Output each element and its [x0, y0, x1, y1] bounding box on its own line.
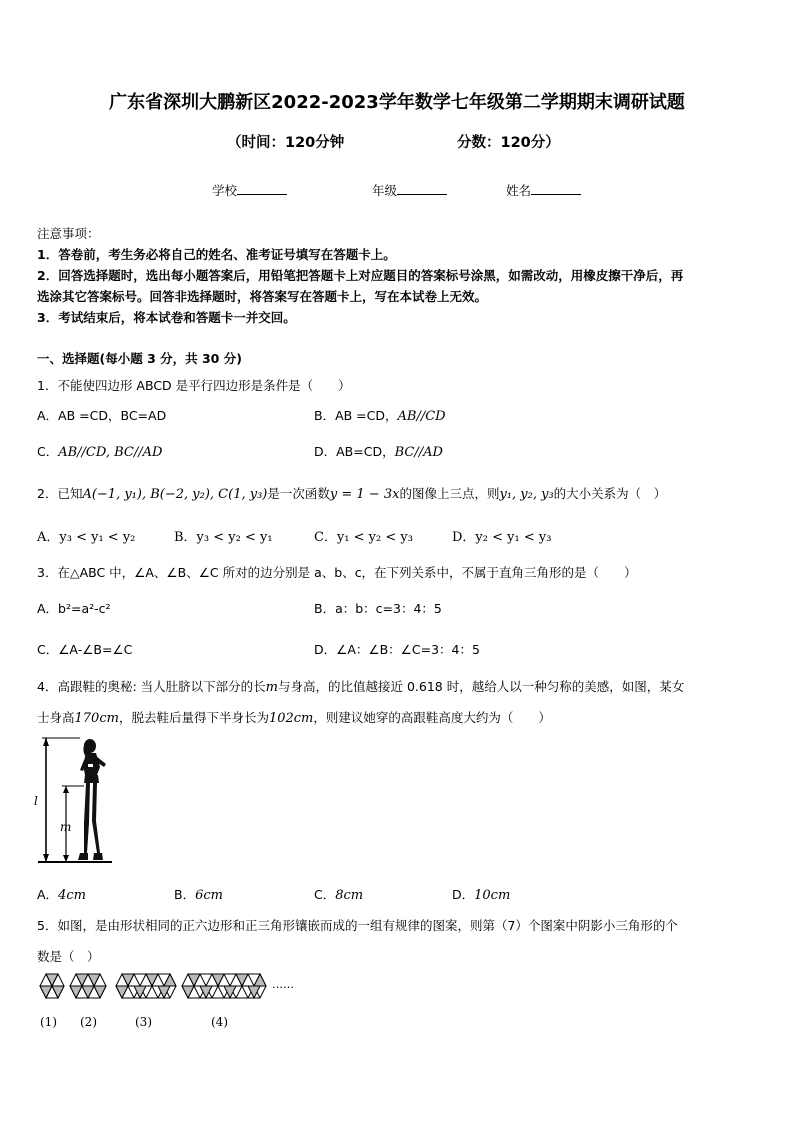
q4-l1-post: 与身高，的比值越接近 0.618 时，越给人以一种匀称的美感，如图，某女: [277, 679, 685, 694]
name-blank[interactable]: [531, 183, 581, 195]
q5-label-3: (3): [135, 1015, 152, 1029]
notes-heading: 注意事项：: [37, 226, 100, 241]
note-3: 3．考试结束后，将本试卷和答题卡一并交回。: [37, 310, 296, 325]
q4-l2-mid: ，脱去鞋后量得下半身长为: [118, 710, 269, 725]
q2-post1: 的图像上三点，则: [399, 486, 500, 501]
q4-line2: [37, 708, 551, 726]
q1-option-a[interactable]: A．AB =CD，BC=AD: [37, 408, 167, 423]
q1-stem: 1．不能使四边形 ABCD 是平行四边形是条件是（ ）: [37, 378, 351, 393]
q1-b-math: AB//CD: [397, 409, 446, 424]
q2-post2: 的大小关系为（ ）: [553, 486, 667, 501]
q2-function: y = 1 − 3x: [329, 487, 400, 502]
pattern-3: [116, 974, 176, 998]
q2-pre: 2．已知: [37, 486, 83, 501]
q5-label-2: (2): [80, 1015, 97, 1029]
school-blank[interactable]: [237, 183, 287, 195]
pattern-2: [70, 974, 106, 998]
q4-l2-post: ，则建议她穿的高跟鞋高度大约为（ ）: [313, 710, 551, 725]
q4-c-text: C．: [314, 887, 336, 902]
q4-c-value: 8cm: [335, 888, 364, 903]
q3-stem: 3．在△ABC 中，∠A、∠B、∠C 所对的边分别是 a、b、c，在下列关系中，不属于直角三角形的是（ ）: [37, 565, 637, 580]
q1-d-text: D．AB=CD，: [314, 444, 395, 459]
q4-a-value: 4cm: [58, 888, 86, 903]
q5-label-4: (4): [211, 1015, 228, 1029]
name-label: 姓名: [506, 183, 532, 198]
q5-label-1: (1): [40, 1015, 57, 1029]
q5-pattern-figure: [38, 970, 278, 1010]
q2-vars: y₁, y₂, y₃: [499, 487, 554, 502]
q4-label-m: m: [60, 820, 72, 834]
section-heading: 一、选择题(每小题 3 分，共 30 分): [37, 351, 242, 366]
q1-c-math: AB//CD, BC//AD: [58, 445, 163, 460]
q1-option-c[interactable]: [37, 442, 162, 460]
q4-option-d[interactable]: [452, 885, 510, 903]
q2-option-b[interactable]: B．y₃ < y₂ < y₁: [174, 530, 273, 545]
q2-points: A(−1, y₁), B(−2, y₂), C(1, y₃): [82, 487, 268, 502]
q2-option-d[interactable]: D．y₂ < y₁ < y₃: [452, 530, 552, 545]
q4-label-l: l: [34, 794, 38, 808]
q4-l2-pre: 士身高: [37, 710, 75, 725]
school-field: [212, 181, 287, 199]
q4-figure: [36, 734, 116, 866]
exam-time: （时间：120分钟: [227, 135, 345, 151]
grade-label: 年级: [372, 183, 398, 198]
name-field: [506, 181, 581, 199]
pattern-1: [40, 974, 64, 998]
q3-option-d[interactable]: D．∠A：∠B：∠C=3：4：5: [314, 642, 480, 657]
q4-d-text: D．: [452, 887, 475, 902]
q4-d-value: 10cm: [474, 888, 511, 903]
q1-option-b[interactable]: [314, 406, 446, 424]
q4-height: 170cm: [74, 711, 119, 726]
exam-score: 分数：120分）: [457, 135, 560, 151]
q3-option-b[interactable]: B．a：b：c=3：4：5: [314, 601, 442, 616]
pattern-4: [182, 974, 266, 998]
q2-stem: [37, 484, 666, 502]
q2-option-a[interactable]: A．y₃ < y₁ < y₂: [37, 530, 136, 545]
woman-silhouette: [78, 739, 106, 860]
q4-lower-length: 102cm: [268, 711, 314, 726]
q5-line2: 数是（ ）: [37, 949, 100, 964]
q4-a-text: A．: [37, 887, 59, 902]
page-title: 广东省深圳大鹏新区2022-2023学年数学七年级第二学期期末调研试题: [109, 92, 685, 113]
q4-option-a[interactable]: [37, 885, 86, 903]
q4-line1: [37, 677, 684, 695]
q2-option-c[interactable]: C．y₁ < y₂ < y₃: [314, 530, 413, 545]
q4-b-text: B．: [174, 887, 196, 902]
q2-mid: 是一次函数: [267, 486, 330, 501]
q4-l1-m: m: [265, 680, 278, 695]
note-1: 1．答卷前，考生务必将自己的姓名、准考证号填写在答题卡上。: [37, 247, 396, 262]
q4-option-c[interactable]: [314, 885, 363, 903]
q1-b-text: B．AB =CD，: [314, 408, 398, 423]
grade-field: [372, 181, 447, 199]
q4-option-b[interactable]: [174, 885, 223, 903]
q4-b-value: 6cm: [195, 888, 223, 903]
q5-ellipsis: ……: [272, 978, 294, 991]
q4-l1-pre: 4．高跟鞋的奥秘: 当人肚脐以下部分的长: [37, 679, 266, 694]
q3-option-a[interactable]: A．b²=a²-c²: [37, 601, 111, 616]
grade-blank[interactable]: [397, 183, 447, 195]
q3-option-c[interactable]: C．∠A-∠B=∠C: [37, 642, 133, 657]
note-2b: 选涂其它答案标号。回答非选择题时，将答案写在答题卡上，写在本试卷上无效。: [37, 289, 488, 304]
q5-line1: 5．如图，是由形状相同的正六边形和正三角形镶嵌而成的一组有规律的图案，则第（7）个图案中阴影小三角形的个: [37, 918, 678, 933]
note-2a: 2．回答选择题时，选出每小题答案后，用铅笔把答题卡上对应题目的答案标号涂黑，如需改动，用橡皮擦干净后，再: [37, 268, 684, 283]
q1-option-d[interactable]: [314, 442, 443, 460]
q1-d-math: BC//AD: [394, 445, 443, 460]
q1-c-text: C．: [37, 444, 59, 459]
school-label: 学校: [212, 183, 238, 198]
